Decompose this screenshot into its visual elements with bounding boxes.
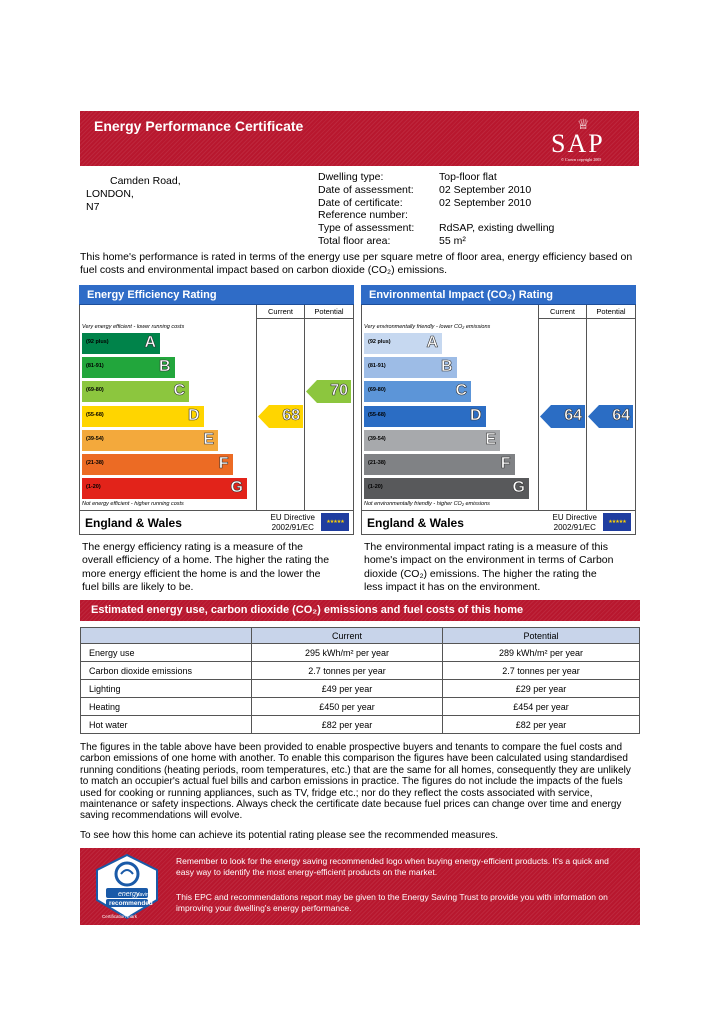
band-letter: B [440, 358, 453, 376]
region-label: England & Wales [367, 516, 464, 530]
address-line-3: N7 [86, 200, 100, 213]
detail-row [318, 197, 638, 210]
eu-flag-icon: ★★★★★ [603, 513, 631, 531]
intro-text: This home's performance is rated in terms of the energy use per square metre of floor area, energy efficiency based on fuel costs and environmental impact based on carbon dioxide (CO₂) emissions. [80, 251, 633, 276]
address-line-1: Camden Road, [110, 175, 181, 187]
row-potential: 289 kWh/m² per year [443, 644, 640, 662]
row-potential: £454 per year [443, 698, 640, 716]
detail-label: Reference number: [318, 209, 408, 222]
sap-logo [551, 117, 631, 163]
energy-efficiency-bottom-note: Not energy efficient - higher running costs [82, 501, 184, 507]
detail-row [318, 184, 638, 197]
eu-directive-line-2: 2002/91/EC [553, 523, 596, 532]
row-potential: £82 per year [443, 716, 640, 734]
environmental-impact-column-divider [586, 319, 587, 511]
energy-efficiency-potential-header: Potential [304, 305, 353, 319]
detail-label: Type of assessment: [318, 222, 415, 235]
eu-directive-line-1: EU Directive [552, 513, 597, 522]
band-letter: C [173, 382, 185, 400]
address-block [86, 175, 181, 213]
row-label: Lighting [81, 680, 252, 698]
energy-efficiency-current-rating-arrow [258, 405, 303, 428]
rating-band-a [364, 333, 442, 354]
table-header-row [81, 628, 640, 644]
band-range: (92 plus) [86, 339, 109, 345]
rating-band-e [364, 430, 500, 451]
band-letter: C [455, 382, 467, 400]
energy-saving-recommended-logo [92, 852, 162, 922]
environmental-impact-potential-rating-value: 64 [612, 406, 630, 424]
detail-value: 02 September 2010 [439, 196, 532, 209]
environmental-impact-potential-header: Potential [586, 305, 635, 319]
eu-directive-line-1: EU Directive [270, 513, 315, 522]
band-range: (1-20) [368, 484, 383, 491]
environmental-impact-current-rating-arrow [540, 405, 585, 428]
row-current: £450 per year [252, 698, 443, 716]
rating-band-c [364, 381, 471, 402]
row-label: Energy use [81, 644, 252, 662]
detail-label: Total floor area: [318, 234, 391, 247]
rating-band-f [82, 454, 233, 475]
energy-efficiency-potential-rating-arrow [306, 380, 351, 403]
band-letter: G [230, 479, 243, 497]
environmental-impact-bottom-note: Not environmentally friendly - higher CO₂ emissions [364, 501, 490, 507]
band-letter: D [187, 406, 200, 424]
potential-rating-note: To see how this home can achieve its potential rating please see the recommended measures. [80, 830, 499, 841]
rating-band-a [82, 333, 160, 354]
rating-band-g [364, 478, 529, 499]
environmental-impact-current-header: Current [538, 305, 586, 319]
certificate-title: Energy Performance Certificate [94, 118, 304, 134]
band-range: (81-91) [86, 363, 104, 370]
energy-efficiency-footer [80, 510, 353, 534]
detail-value: 02 September 2010 [439, 183, 532, 196]
rating-band-b [364, 357, 457, 378]
table-row [81, 680, 640, 698]
rating-band-d [364, 406, 486, 427]
table-header-potential: Potential [443, 628, 640, 644]
row-label: Carbon dioxide emissions [81, 662, 252, 680]
row-current: 295 kWh/m² per year [252, 644, 443, 662]
rating-band-d [82, 406, 204, 427]
detail-row [318, 222, 638, 235]
band-range: (39-54) [368, 435, 386, 442]
rating-band-g [82, 478, 247, 499]
rating-band-c [82, 381, 189, 402]
band-range: (39-54) [86, 435, 104, 442]
figures-explanation: The figures in the table above have been provided to enable prospective buyers and tenants to compare the fuel costs and carbon emissions of one home with another. To enable this comparison the figures have been calculated using standardised running conditions (heating periods, room temperatures, etc.) that are the same for all homes, consequently they are unlikely to match an occupier's actual fuel bills and carbon emissions in practice. The figures do not include the impacts of the fuels used for cooking or running appliances, such as TV, fridge etc.; nor do they reflect the costs associated with service, maintenance or safety inspections. Always check the certificate date because fuel prices can change over time and energy saving recommendations will evolve. [80, 742, 631, 822]
estimated-section-title: Estimated energy use, carbon dioxide (CO₂) emissions and fuel costs of this home [80, 600, 640, 621]
row-current: £49 per year [252, 680, 443, 698]
row-potential: 2.7 tonnes per year [443, 662, 640, 680]
band-range: (21-38) [368, 460, 386, 466]
band-letter: A [426, 334, 438, 351]
energy-efficiency-panel [79, 285, 354, 535]
environmental-impact-top-note: Very environmentally friendly - lower CO₂ emissions [364, 324, 491, 330]
detail-row [318, 171, 638, 184]
table-header-blank [81, 628, 252, 644]
eu-directive-line-2: 2002/91/EC [271, 523, 314, 532]
footer-text-logo: Remember to look for the energy saving recommended logo when buying energy-efficient products. It's a quick and easy way to identify the most energy-efficient products on the market. [176, 856, 609, 877]
energy-description: The energy efficiency rating is a measure of the overall efficiency of a home. The higher the rating the more energy efficient the home is and the lower the fuel bills are likely to be. [82, 541, 330, 594]
band-range: (55-68) [368, 411, 386, 418]
band-letter: E [203, 430, 214, 448]
row-label: Heating [81, 698, 252, 716]
detail-label: Date of certificate: [318, 196, 403, 209]
energy-efficiency-chart [79, 305, 354, 535]
sap-copyright: © Crown copyright 2005 [561, 157, 602, 162]
region-label: England & Wales [85, 516, 182, 530]
rating-band-e [82, 430, 218, 451]
detail-value: Top-floor flat [439, 171, 497, 183]
environmental-impact-potential-rating-arrow [588, 405, 633, 428]
detail-label: Dwelling type: [318, 171, 384, 183]
footer-text-epc: This EPC and recommendations report may be given to the Energy Saving Trust to provide you with information on improving your dwelling's energy performance. [176, 892, 608, 913]
table-row [81, 698, 640, 716]
row-current: 2.7 tonnes per year [252, 662, 443, 680]
band-range: (21-38) [86, 460, 104, 466]
logo-text-energy: energy [118, 891, 140, 898]
certificate-header [80, 111, 639, 166]
band-range: (69-80) [368, 387, 386, 394]
environmental-description: The environmental impact rating is a measure of this home's impact on the environment in terms of Carbon dioxide (CO₂) emissions. The higher the rating the less impact it has on the environment. [364, 541, 614, 594]
eu-directive [271, 513, 315, 533]
energy-efficiency-column-divider [256, 319, 257, 511]
band-range: (81-91) [368, 363, 386, 370]
table-row [81, 662, 640, 680]
band-letter: F [500, 455, 511, 472]
detail-value: 55 m² [439, 234, 466, 247]
detail-row [318, 209, 638, 222]
table-row [81, 716, 640, 734]
row-current: £82 per year [252, 716, 443, 734]
detail-row [318, 235, 638, 248]
energy-efficiency-title: Energy Efficiency Rating [79, 285, 354, 305]
detail-value: RdSAP, existing dwelling [439, 222, 555, 235]
logo-text-recommended: recommended [109, 900, 153, 907]
row-label: Hot water [81, 716, 252, 734]
band-range: (1-20) [86, 484, 101, 491]
rating-band-f [364, 454, 515, 475]
sap-logo-text: SAP [551, 129, 605, 158]
band-range: (92 plus) [368, 339, 391, 345]
energy-efficiency-top-note: Very energy efficient - lower running costs [82, 324, 185, 330]
band-range: (55-68) [86, 411, 104, 418]
energy-efficiency-current-header: Current [256, 305, 304, 319]
energy-efficiency-column-divider [304, 319, 305, 511]
environmental-impact-current-rating-value: 64 [564, 406, 582, 424]
environmental-impact-panel [361, 285, 636, 535]
logo-certification-mark: Certification mark [102, 914, 138, 919]
rating-band-b [82, 357, 175, 378]
band-letter: B [158, 358, 171, 376]
band-letter: A [144, 334, 156, 351]
environmental-impact-footer [362, 510, 635, 534]
environmental-impact-column-divider [538, 319, 539, 511]
table-row [81, 644, 640, 662]
eu-flag-icon: ★★★★★ [321, 513, 349, 531]
detail-label: Date of assessment: [318, 183, 414, 196]
band-letter: D [469, 406, 482, 424]
dwelling-details [318, 171, 638, 248]
logo-text-saving: saving [137, 892, 152, 898]
band-letter: F [218, 455, 229, 472]
band-letter: G [512, 479, 525, 497]
environmental-impact-chart [361, 305, 636, 535]
estimated-costs-table [80, 627, 640, 734]
environmental-impact-title: Environmental Impact (CO₂) Rating [361, 285, 636, 305]
footer-banner [80, 848, 640, 925]
energy-efficiency-potential-rating-value: 70 [330, 382, 348, 400]
crown-icon: ♕ [577, 118, 590, 133]
band-range: (69-80) [86, 387, 104, 394]
table-header-current: Current [252, 628, 443, 644]
band-letter: E [485, 430, 496, 448]
row-potential: £29 per year [443, 680, 640, 698]
eu-directive [553, 513, 597, 533]
address-line-2: LONDON, [86, 187, 134, 200]
energy-efficiency-current-rating-value: 68 [282, 406, 300, 424]
